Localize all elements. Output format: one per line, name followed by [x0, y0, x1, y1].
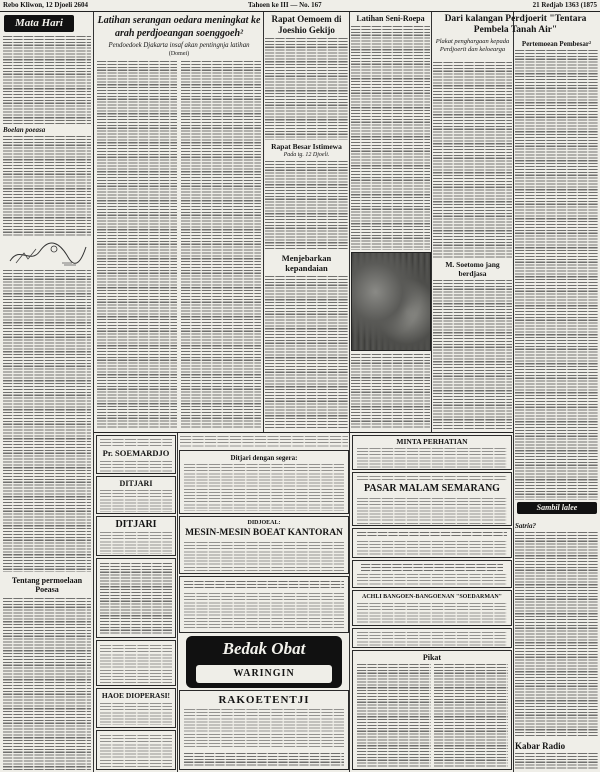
column-rule [93, 12, 94, 772]
ad-title: ACHLI BANGOEN-BANGOENAN "SOEDARMAN" [361, 594, 502, 600]
ad-label: DIDJOEAL: [247, 520, 281, 526]
ad-text [357, 603, 507, 624]
ad-text [184, 709, 344, 749]
ad-pasar-malam [352, 472, 512, 526]
ad-ditjari [96, 516, 176, 556]
ad-text [100, 645, 172, 683]
article-source: (Domei) [168, 51, 190, 57]
ad-notice [96, 558, 176, 638]
article-subheadline: Plakat penghargaan kepada Perdjoerit dan keloearga [435, 38, 510, 53]
masthead-date: Rebo Kliwon, 12 Djoeli 2604 [3, 1, 88, 9]
body-text-block [97, 61, 177, 429]
ad-title: RAKOETENTJI [218, 694, 310, 706]
body-text-block [265, 161, 348, 250]
ad-operasi [96, 688, 176, 728]
ad-rakoetentji [179, 690, 349, 770]
ad-title: Pikat [422, 653, 442, 662]
notice-text [180, 436, 348, 448]
ad-text [357, 664, 431, 767]
section-heading: Satria? [515, 522, 537, 530]
body-text-block [351, 26, 430, 250]
ad-mesin-kantoran [179, 516, 349, 574]
article-subheadline: Pendoedoek Djakarta insaf akan pentingnja latihan [108, 42, 250, 49]
ad-title: DITJARI [115, 519, 157, 530]
ad-text [361, 564, 503, 571]
article-headline: M. Soetomo jang berdjasa [445, 260, 500, 278]
mata-hari-banner: Mata Hari [4, 15, 74, 32]
ad-text [357, 541, 507, 556]
body-text-block [3, 598, 91, 770]
news-photo [351, 252, 431, 351]
article-headline: Latihan serangan oedara meningkat ke arah perdjoeangan soenggoeh² [97, 15, 261, 39]
section-rule [94, 432, 513, 433]
sketch-illustration [6, 239, 88, 267]
ad-text [100, 703, 172, 725]
body-text-block [3, 270, 91, 572]
section-heading: Boelan poeasa [3, 126, 46, 134]
section-heading: Tentang permoelaan Poeasa [11, 576, 83, 595]
ad-title: PASAR MALAM SEMARANG [364, 483, 500, 494]
ad-text [357, 632, 507, 646]
ad-minta-perhatian [352, 435, 512, 470]
ad-notice [352, 628, 512, 648]
ad-text [100, 490, 172, 512]
masthead-hijri-date: 21 Redjab 1363 (1875 [532, 1, 597, 9]
article-headline: Rapat Besar Istimewa [271, 142, 342, 151]
column-rule [431, 12, 432, 432]
ad-title: Pr. SOEMARDJO [102, 448, 170, 458]
ad-text [100, 461, 172, 472]
ad-text [357, 532, 507, 538]
ad-notice [352, 528, 512, 558]
article-headline: Menjebarkan kepandaian [281, 253, 332, 273]
masthead-rule [0, 11, 600, 12]
photo-caption-text [351, 354, 430, 429]
column-rule [263, 12, 264, 432]
ad-pikat [352, 650, 512, 770]
article-headline: Dari kalangan Perdjoerit "Tentara Pembela Tanah Air" [444, 14, 587, 35]
body-text-block [433, 280, 512, 429]
ad-title: MINTA PERHATIAN [396, 437, 468, 446]
ad-title: Ditjari dengan segera: [230, 454, 298, 462]
body-text-block [515, 753, 598, 770]
ad-notice [96, 730, 176, 770]
column-rule [349, 12, 350, 772]
ad-bedak-obat [186, 636, 342, 688]
ad-text [100, 439, 172, 447]
ad-band [196, 665, 332, 683]
section-heading: Kabar Radio [515, 741, 566, 751]
ad-soemardjo [96, 435, 176, 474]
ad-text [184, 581, 344, 589]
ad-text [100, 532, 172, 554]
body-text-block [3, 136, 91, 236]
ad-text [357, 498, 507, 524]
article-headline: Rapat Oemoem di Joeshio Gekijo [271, 14, 342, 35]
body-text-block [181, 61, 261, 429]
ad-text [357, 448, 507, 468]
column-rule [513, 12, 514, 772]
ad-brand: WARINGIN [233, 668, 295, 679]
body-text-block [265, 276, 348, 429]
ad-title: DITJARI [119, 479, 153, 488]
ad-soedarman [352, 590, 512, 626]
body-text-block [265, 38, 348, 140]
ad-title: HAOE DIOPERASI! [101, 691, 171, 700]
body-text-block [515, 532, 598, 738]
ad-notice [96, 640, 176, 686]
ad-text [184, 593, 344, 630]
ad-text [184, 542, 344, 571]
article-dateline: Pada tg. 12 Djoeli. [283, 152, 330, 158]
ad-notice [179, 576, 349, 633]
ad-ditjari [96, 476, 176, 514]
ad-text [100, 563, 172, 635]
article-headline: Pertemoean Pembesar² [521, 40, 592, 48]
column-rule [177, 433, 178, 772]
masthead-issue: Tahoen ke III — No. 167 [248, 1, 322, 9]
ad-text [184, 464, 344, 511]
body-text-block [433, 62, 512, 258]
sambil-lalee-banner: Sambil lalee [517, 502, 597, 514]
ad-ditjari-segera [179, 450, 349, 514]
ad-text [100, 735, 172, 767]
body-text-block [3, 36, 91, 124]
body-text-block [515, 50, 598, 500]
ad-text [357, 476, 507, 482]
ad-title: MESIN-MESIN BOEAT KANTORAN [185, 528, 343, 538]
article-headline: Latihan Seni-Roepa [356, 14, 425, 23]
ad-text [184, 753, 344, 767]
ad-title: Bedak Obat [222, 639, 306, 658]
ad-text [357, 574, 507, 586]
ad-notice [352, 560, 512, 588]
ad-text [434, 664, 508, 767]
